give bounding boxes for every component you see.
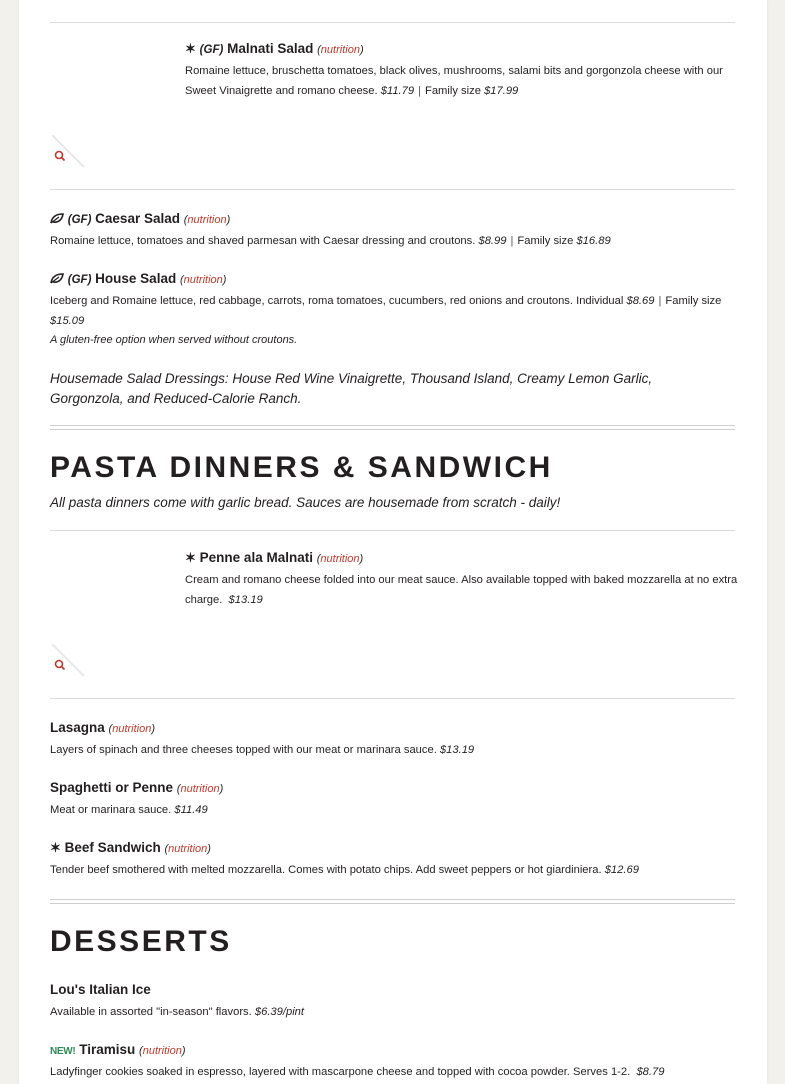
price-individual: $8.99 (478, 235, 507, 247)
new-badge: NEW! (50, 1046, 76, 1057)
item-name: Spaghetti or Penne (50, 780, 174, 795)
nutrition-link[interactable]: (nutrition) (176, 783, 224, 795)
divider (50, 189, 735, 190)
nutrition-link[interactable]: (nutrition) (108, 723, 156, 735)
price: $13.19 (439, 744, 475, 756)
item-name: Tiramisu (79, 1042, 136, 1057)
penne-malnati-title (185, 550, 363, 566)
caesar-salad-title (50, 211, 230, 226)
price-family: $17.99 (484, 85, 519, 97)
lasagna-title (50, 720, 155, 735)
divider (50, 22, 735, 23)
item-name: Lasagna (50, 720, 105, 735)
italian-ice-title (50, 982, 151, 997)
nutrition-link[interactable]: (nutrition) (183, 214, 231, 226)
magnify-icon[interactable] (50, 644, 86, 680)
magnify-icon[interactable] (50, 135, 86, 171)
nutrition-link[interactable]: (nutrition) (316, 553, 364, 565)
section-title-pasta: PASTA DINNERS & SANDWICH (50, 451, 553, 484)
nutrition-link[interactable]: (nutrition) (164, 843, 211, 855)
price: $6.39/pint (254, 1006, 305, 1018)
price: $12.69 (604, 864, 639, 876)
tiramisu-title (50, 1042, 186, 1057)
gluten-free-note: A gluten-free option when served without croutons. (50, 334, 298, 346)
lasagna-description: Layers of spinach and three cheeses topped with our meat or marinara sauce. $13.19 (50, 744, 475, 756)
price-family: $15.09 (50, 315, 85, 327)
nutrition-link[interactable]: (nutrition) (139, 1045, 186, 1057)
house-salad-description: Iceberg and Romaine lettuce, red cabbage, carrots, roma tomatoes, cucumbers, red onions and croutons. Individual $8.69 | Family size $15.09 (50, 295, 722, 327)
item-name: Malnati Salad (227, 41, 314, 56)
item-name: Caesar Salad (95, 211, 180, 226)
signature-star-icon: ✶ (185, 550, 196, 565)
leaf-icon (50, 273, 64, 284)
item-name: House Salad (95, 271, 177, 286)
item-name: Penne ala Malnati (199, 550, 313, 565)
gluten-free-tag: (GF) (67, 274, 92, 286)
house-salad-title (50, 271, 226, 286)
spaghetti-title (50, 780, 223, 795)
section-divider (50, 899, 735, 904)
italian-ice-description: Available in assorted "in-season" flavors. $6.39/pint (50, 1006, 305, 1018)
divider (50, 698, 735, 699)
signature-star-icon: ✶ (185, 41, 196, 56)
tiramisu-description: Ladyfinger cookies soaked in espresso, layered with mascarpone cheese and topped with cocoa powder. Serves 1-2. $8.79 (50, 1066, 665, 1078)
beef-sandwich-title (50, 840, 211, 856)
section-subtitle-pasta: All pasta dinners come with garlic bread. Sauces are housemade from scratch - daily! (50, 495, 561, 510)
item-name: Beef Sandwich (64, 840, 161, 855)
section-title-desserts: DESSERTS (50, 925, 232, 958)
price: $11.49 (174, 804, 208, 816)
price: $8.79 (636, 1066, 665, 1078)
gluten-free-tag: (GF) (67, 214, 92, 226)
section-divider (50, 425, 735, 430)
item-name: Lou's Italian Ice (50, 982, 151, 997)
price-individual: $8.69 (626, 295, 655, 307)
menu-page (19, 0, 767, 1084)
salad-dressings-note: Housemade Salad Dressings: House Red Wine Vinaigrette, Thousand Island, Creamy Lemon Garlic, Gorgonzola, and Reduced-Calorie Ranch. (50, 371, 653, 406)
gluten-free-tag: (GF) (199, 44, 224, 56)
malnati-salad-description: Romaine lettuce, bruschetta tomatoes, black olives, mushrooms, salami bits and gorgonzola cheese with our Sweet Vinaigrette and romano cheese. $11.79 | Family size $17.99 (185, 65, 723, 97)
leaf-icon (50, 213, 64, 224)
signature-star-icon: ✶ (50, 840, 61, 855)
divider (50, 530, 735, 531)
beef-sandwich-description: Tender beef smothered with melted mozzarella. Comes with potato chips. Add sweet peppers or hot giardiniera. $12.69 (50, 864, 639, 876)
nutrition-link[interactable]: (nutrition) (317, 44, 364, 56)
price-family: $16.89 (576, 235, 611, 247)
nutrition-link[interactable]: (nutrition) (179, 274, 227, 286)
caesar-salad-description: Romaine lettuce, tomatoes and shaved parmesan with Caesar dressing and croutons. $8.99 | Family size $16.89 (50, 235, 611, 247)
penne-malnati-description: Cream and romano cheese folded into our meat sauce. Also available topped with baked mozzarella at no extra charge. $13.19 (185, 574, 738, 606)
price-individual: $11.79 (380, 85, 415, 97)
price: $13.19 (228, 594, 263, 606)
spaghetti-description: Meat or marinara sauce. $11.49 (50, 804, 208, 816)
malnati-salad-title (185, 41, 364, 57)
